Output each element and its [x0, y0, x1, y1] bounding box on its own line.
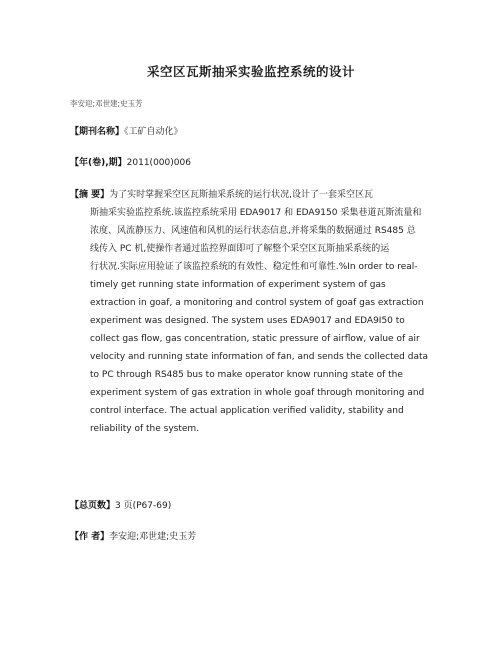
- pages-label: 【总页数】: [70, 501, 116, 511]
- abstract-line: control interface. The actual application verified validity, stability and: [90, 406, 404, 416]
- abstract-line: 斯抽采实验监控系统.该监控系统采用 EDA9017 和 EDA9150 采集巷道瓦斯流量和: [90, 208, 422, 218]
- abstract-line: collect gas flow, gas concentration, static pressure of airflow, value of air: [90, 334, 420, 344]
- year-issue-value: 2011(000)006: [126, 158, 191, 168]
- year-issue-label: 【年(卷),期】: [70, 158, 127, 168]
- abstract-line: to PC through RS485 bus to make operator know running state of the: [90, 370, 403, 380]
- abstract-label: 【摘 要】: [70, 190, 110, 200]
- authors-field: [70, 529, 196, 542]
- abstract-line: reliability of the system.: [90, 424, 200, 434]
- abstract-line: 【摘 要】为了实时掌握采空区瓦斯抽采系统的运行状况,设计了一套采空区瓦: [70, 190, 374, 200]
- year-issue-field: [70, 155, 191, 168]
- authors-label: 【作 者】: [70, 532, 110, 542]
- document-title: 采空区瓦斯抽采实验监控系统的设计: [146, 64, 355, 79]
- abstract-block: [70, 186, 432, 438]
- abstract-line: velocity and running state information of fan, and sends the collected data: [90, 352, 428, 362]
- pages-field: [70, 498, 171, 511]
- author-list: 李安迎;邓世建;史玉芳: [70, 99, 143, 108]
- journal-field: [70, 124, 183, 137]
- abstract-line: timely get running state information of experiment system of gas: [90, 280, 386, 290]
- abstract-line: 浓度、风流静压力、风速值和风机的运行状态信息,并将采集的数据通过 RS485 总: [90, 226, 416, 236]
- abstract-line: 行状况.实际应用验证了该监控系统的有效性、稳定性和可靠性.%In order to real-: [90, 262, 418, 272]
- abstract-line: experiment system of gas extration in whole goaf through monitoring and: [90, 388, 425, 398]
- abstract-line: 线传入 PC 机,使操作者通过监控界面即可了解整个采空区瓦斯抽采系统的运: [90, 244, 390, 254]
- authors-value: 李安迎;邓世建;史玉芳: [109, 532, 197, 542]
- abstract-line: extraction in goaf, a monitoring and control system of goaf gas extraction: [90, 298, 424, 308]
- pages-value: 3 页(P67-69): [115, 501, 172, 511]
- abstract-line: experiment was designed. The system uses EDA9017 and EDA9I50 to: [90, 316, 405, 326]
- journal-value: 《工矿自动化》: [124, 127, 183, 137]
- journal-label: 【期刊名称】: [70, 127, 125, 137]
